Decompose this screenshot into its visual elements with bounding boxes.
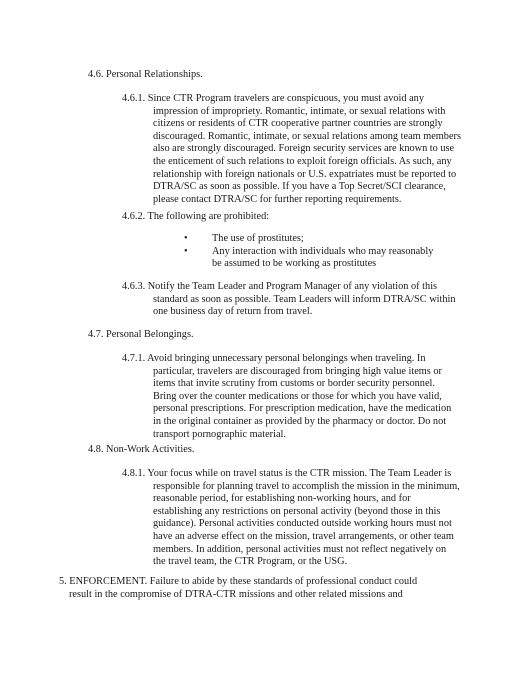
heading-4-7: 4.7. Personal Belongings. — [88, 329, 194, 340]
text-line: relationship with foreign nationals or U.S. expatriates must be reported to — [153, 168, 457, 180]
heading-4-6: 4.6. Personal Relationships. — [88, 69, 203, 80]
text-line: guidance). Personal activities conducted outside working hours must not — [153, 518, 452, 530]
text-line: one business day of return from travel. — [153, 306, 313, 318]
text-line: The use of prostitutes; — [212, 233, 304, 244]
text-line: transport pornographic material. — [153, 428, 286, 440]
paragraph-4-6-1 — [122, 93, 461, 206]
heading-4-8: 4.8. Non-Work Activities. — [88, 444, 195, 455]
text-line: result in the compromise of DTRA-CTR missions and other related missions and — [69, 588, 403, 600]
text-line: be assumed to be working as prostitutes — [212, 258, 377, 270]
text-line: 4.6.3. Notify the Team Leader and Program Manager of any violation of this — [122, 281, 438, 292]
paragraph-4-6-2: 4.6.2. The following are prohibited: — [122, 211, 270, 222]
paragraph-4-7-1 — [122, 353, 451, 441]
text-line: discouraged. Romantic, intimate, or sexual relations among team members — [153, 130, 461, 142]
text-line: responsible for planning travel to accomplish the mission in the minimum, — [153, 480, 460, 492]
text-line: 4.8.1. Your focus while on travel status is the CTR mission. The Team Leader is — [122, 468, 452, 479]
list-item — [184, 245, 434, 271]
text-line: have an adverse effect on the mission, travel arrangements, or other team — [153, 530, 454, 542]
list-item — [184, 233, 433, 246]
text-line: 4.7.1. Avoid bringing unnecessary personal belongings when traveling. In — [122, 353, 426, 364]
text-line: Any interaction with individuals who may reasonably — [212, 245, 434, 257]
bullet-icon: • — [184, 233, 188, 244]
text-line: members. In addition, personal activities must not reflect negatively on — [153, 543, 447, 555]
text-line: the travel team, the CTR Program, or the USG. — [153, 556, 348, 568]
text-line: reasonable period, for establishing non-working hours, and for — [153, 493, 411, 505]
text-line: please contact DTRA/SC for further reporting requirements. — [153, 193, 402, 205]
prohibited-list — [184, 233, 434, 271]
bullet-icon: • — [184, 245, 188, 257]
text-line: standard as soon as possible. Team Leaders will inform DTRA/SC within — [153, 293, 456, 305]
text-line: the enticement of such relations to exploit foreign officials. As such, any — [153, 155, 452, 167]
text-line: DTRA/SC as soon as possible. If you have a Top Secret/SCI clearance, — [153, 181, 446, 193]
text-line: 4.6.1. Since CTR Program travelers are conspicuous, you must avoid any — [122, 93, 424, 104]
text-line: in the original container as provided by the pharmacy or doctor. Do not — [153, 415, 447, 427]
text-line: particular, travelers are discouraged from bringing high value items or — [153, 365, 442, 377]
text-line: Bring over the counter medications or those for which you have valid, — [153, 390, 442, 402]
paragraph-4-6-3 — [122, 281, 456, 319]
text-line: personal prescriptions. For prescription medication, have the medication — [153, 403, 452, 415]
text-line: also are strongly discouraged. Foreign security services are known to use — [153, 143, 455, 155]
text-line: impression of impropriety. Romantic, intimate, or sexual relations with — [153, 105, 446, 117]
text-line: establishing any restrictions on personal activity (beyond those in this — [153, 505, 441, 517]
paragraph-4-8-1 — [122, 468, 460, 569]
text-line: items that invite scrutiny from customs or border security personnel. — [153, 378, 435, 390]
section-5-enforcement — [59, 576, 417, 601]
text-line: 5. ENFORCEMENT. Failure to abide by these standards of professional conduct could — [59, 576, 418, 587]
text-line: citizens or residents of CTR cooperative partner countries are strongly — [153, 118, 443, 130]
